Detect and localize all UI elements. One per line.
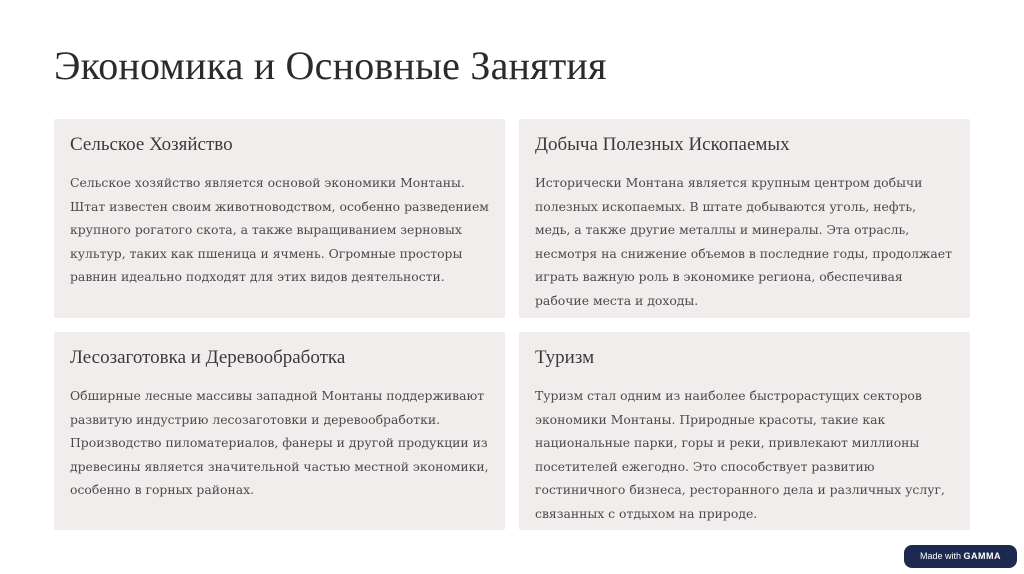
card-heading: Добыча Полезных Ископаемых — [535, 134, 790, 155]
page-title: Экономика и Основные Занятия — [54, 43, 607, 88]
card-heading: Туризм — [535, 347, 595, 368]
card-heading: Сельское Хозяйство — [70, 134, 233, 155]
badge-prefix: Made with — [919, 551, 961, 561]
card-text: Обширные лесные массивы западной Монтаны поддерживают развитую индустрию лесозаготовки и деревообработки. Производство пиломатериалов, фанеры и другой продукции из древесины является значительной частью местной экономики, особенно в горных районах. — [70, 388, 489, 497]
made-with-gamma-badge[interactable] — [904, 545, 1017, 568]
card-text: Сельское хозяйство является основой экономики Монтаны. Штат известен своим животноводством, особенно разведением крупного рогатого скота, а также выращиванием зерновых культур, таких как пшеница и ячмень. Огромные просторы равнин идеально подходят для этих видов деятельности. — [70, 175, 489, 284]
card-tourism — [519, 332, 970, 530]
card-agriculture — [54, 119, 505, 318]
card-text: Исторически Монтана является крупным центром добычи полезных ископаемых. В штате добываются уголь, нефть, медь, а также другие металлы и минералы. Эта отрасль, несмотря на снижение объемов в последние годы, продолжает играть важную роль в экономике региона, обеспечивая рабочие места и доходы. — [535, 175, 952, 308]
gamma-logo: GAMMA — [963, 551, 1002, 561]
card-logging — [54, 332, 505, 530]
card-heading: Лесозаготовка и Деревообработка — [70, 347, 346, 368]
card-mining — [519, 119, 970, 318]
card-text: Туризм стал одним из наиболее быстрорастущих секторов экономики Монтаны. Природные красоты, такие как национальные парки, горы и реки, привлекают миллионы посетителей ежегодно. Это способствует развитию гостиничного бизнеса, ресторанного дела и различных услуг, связанных с отдыхом на природе. — [535, 388, 945, 521]
